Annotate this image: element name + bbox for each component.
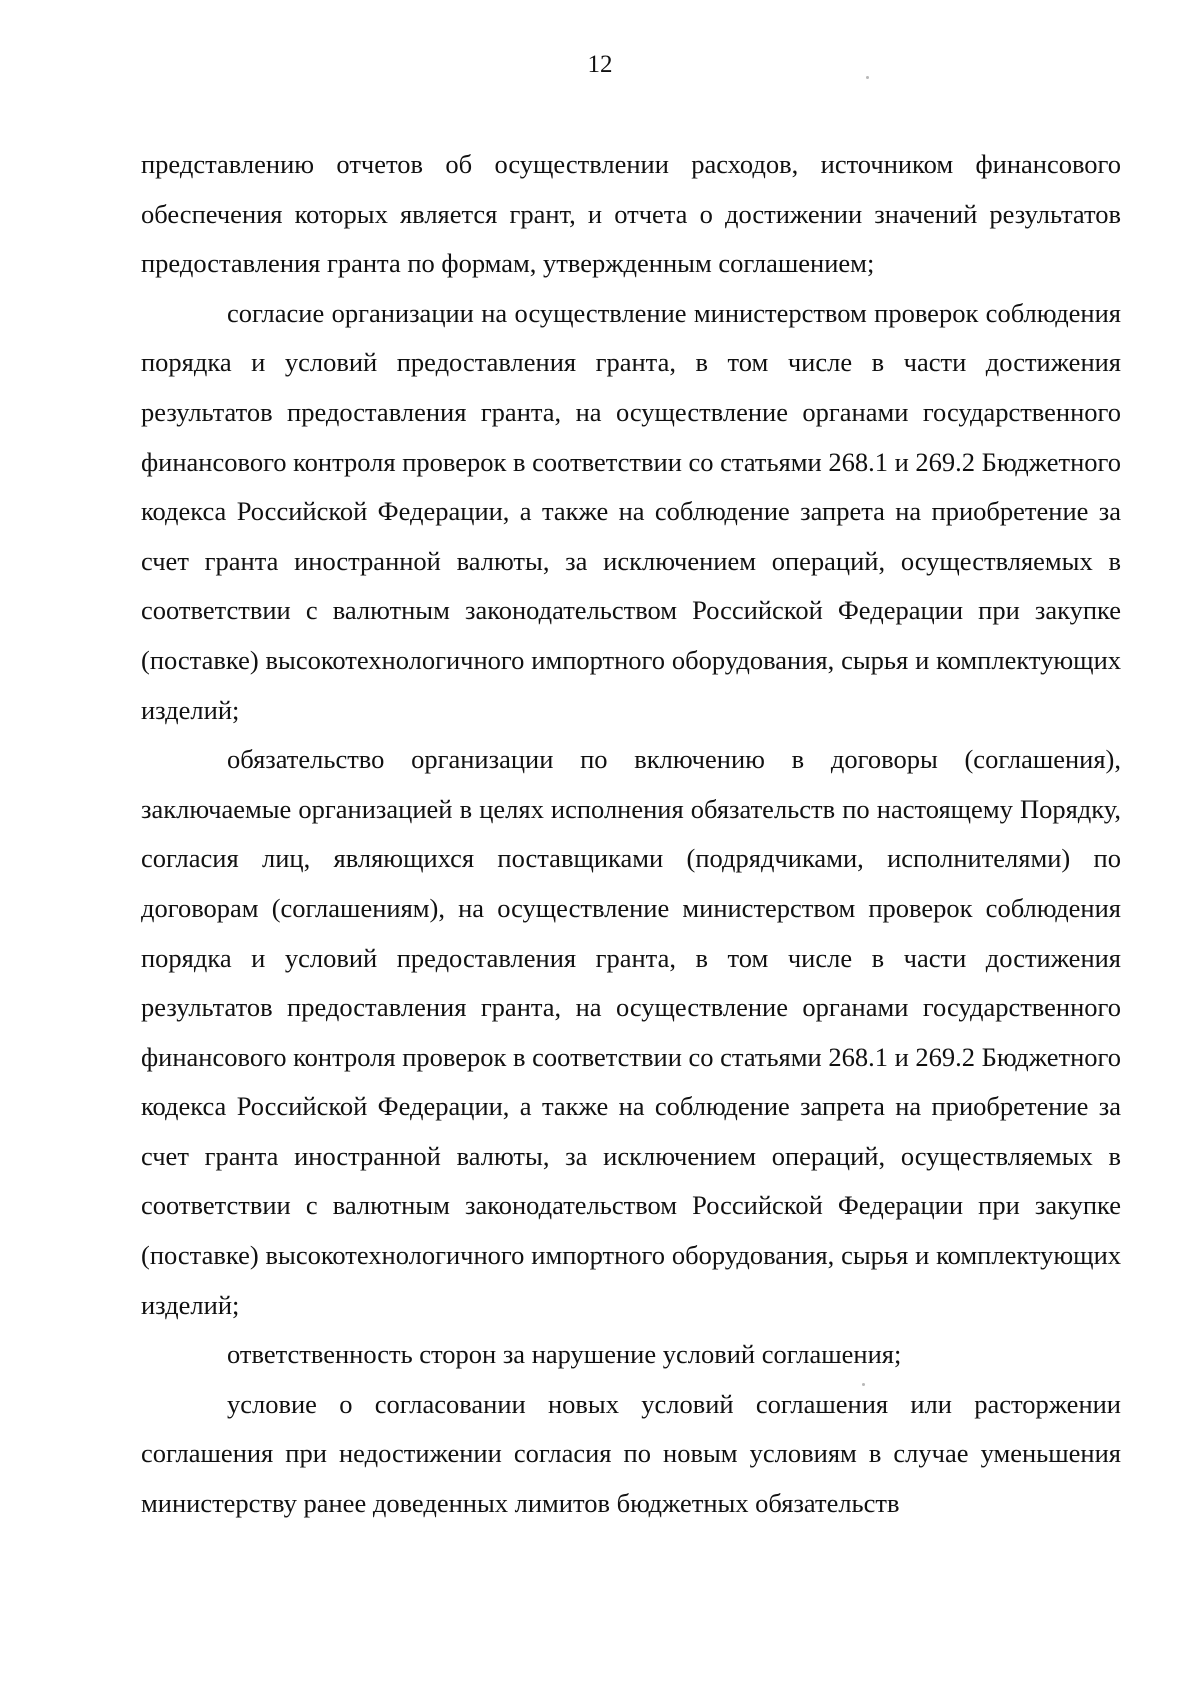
document-body [141, 140, 1121, 1529]
paragraph-contract-obligation: обязательство организации по включению в договоры (соглашения), заключаемые организацией в целях исполнения обязательств по настоящему Порядку, согласия лиц, являющихся поставщиками (подрядчиками, исполнителями) по договорам (соглашениям), на осуществление министерством проверок соблюдения порядка и условий предоставления гранта, в том числе в части достижения результатов предоставления гранта, на осуществление органами государственного финансового контроля проверок в соответствии со статьями 268.1 и 269.2 Бюджетного кодекса Российской Федерации, а также на соблюдение запрета на приобретение за счет гранта иностранной валюты, за исключением операций, осуществляемых в соответствии с валютным законодательством Российской Федерации при закупке (поставке) высокотехнологичного импортного оборудования, сырья и комплектующих изделий; [141, 744, 1121, 1320]
paragraph-new-conditions: условие о согласовании новых условий соглашения или расторжении соглашения при недостижении согласия по новым условиям в случае уменьшения министерству ранее доведенных лимитов бюджетных обязательств [141, 1388, 1121, 1519]
paragraph-liability: ответственность сторон за нарушение условий соглашения; [227, 1339, 902, 1370]
paragraph-reporting: представлению отчетов об осуществлении расходов, источником финансового обеспечения которых является грант, и отчета о достижении значений результатов предоставления гранта по формам, утвержденным соглашением; [141, 149, 1121, 279]
page-number: 12 [587, 51, 613, 78]
scan-speck [862, 1383, 865, 1386]
paragraph-consent-inspections: согласие организации на осуществление министерством проверок соблюдения порядка и условий предоставления гранта, в том числе в части достижения результатов предоставления гранта, на осуществление органами государственного финансового контроля проверок в соответствии со статьями 268.1 и 269.2 Бюджетного кодекса Российской Федерации, а также на соблюдение запрета на приобретение за счет гранта иностранной валюты, за исключением операций, осуществляемых в соответствии с валютным законодательством Российской Федерации при закупке (поставке) высокотехнологичного импортного оборудования, сырья и комплектующих изделий; [141, 297, 1121, 725]
scan-speck [866, 76, 869, 79]
